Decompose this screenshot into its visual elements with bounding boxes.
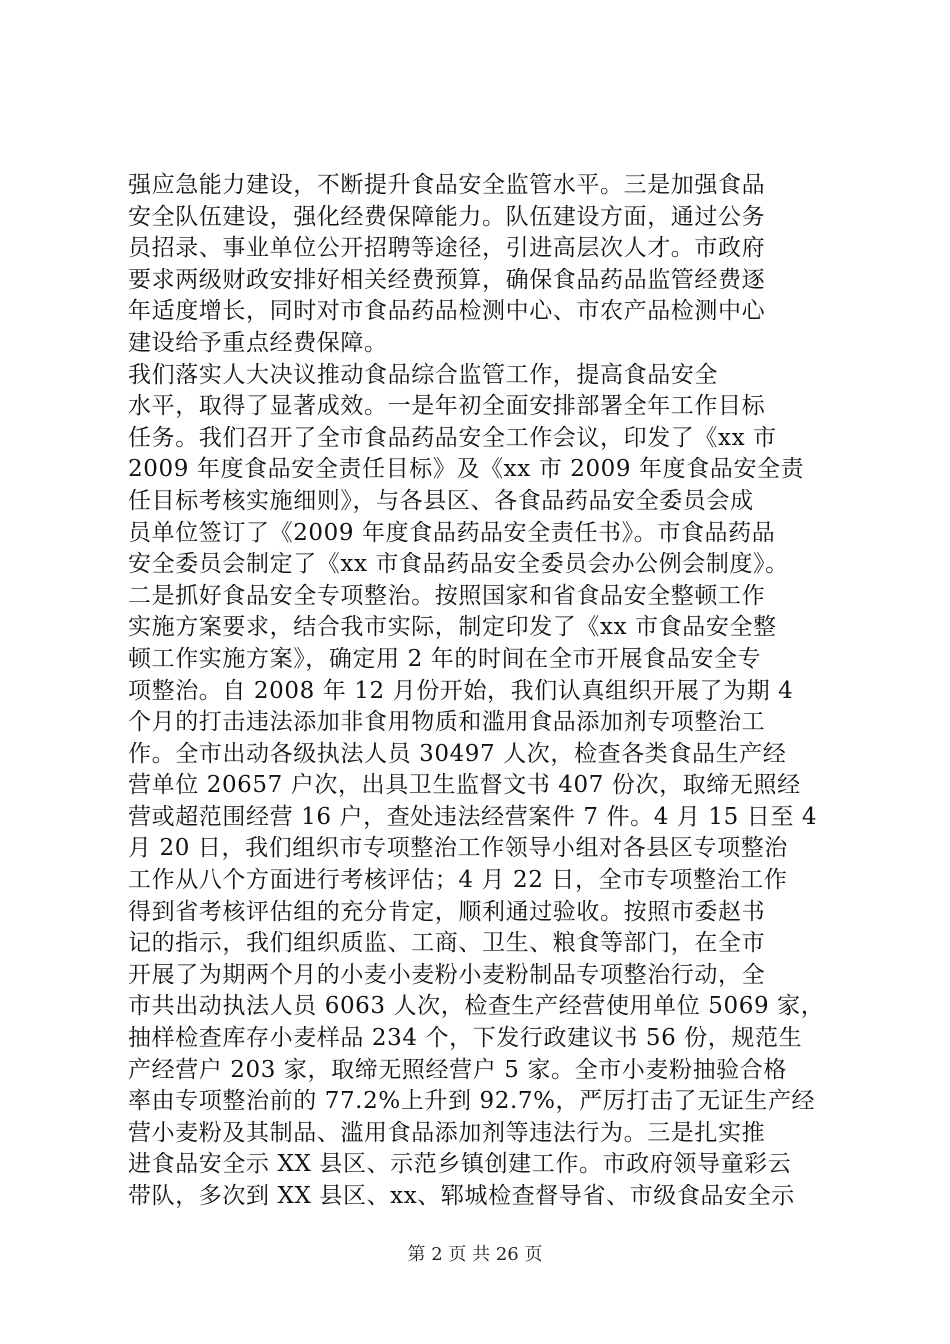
text-line: 强应急能力建设，不断提升食品安全监管水平。三是加强食品 [128,172,766,198]
text-line: 市共出动执法人员 6063 人次，检查生产经营使用单位 5069 家， [128,993,825,1020]
text-line: 员招录、事业单位公开招聘等途径，引进高层次人才。市政府 [128,235,766,262]
text-line: 抽样检查库存小麦样品 234 个，下发行政建议书 56 份，规范生 [128,1025,803,1052]
text-line: 个月的打击违法添加非食用物质和滥用食品添加剂专项整治工 [128,709,766,736]
text-line: 工作从八个方面进行考核评估；4 月 22 日，全市专项整治工作 [128,867,788,894]
text-line: 产经营户 203 家，取缔无照经营户 5 家。全市小麦粉抽验合格 [128,1056,787,1083]
text-line: 水平，取得了显著成效。一是年初全面安排部署全年工作目标 [128,393,766,420]
text-line: 2009 年度食品安全责任目标》及《xx 市 2009 年度食品安全责 [128,456,805,483]
text-line: 建设给予重点经费保障。 [128,329,388,356]
document-body [128,170,828,1213]
text-line: 月 20 日，我们组织市专项整治工作领导小组对各县区专项整治 [128,835,788,862]
text-line: 营单位 20657 户次，出具卫生监督文书 407 份次，取缔无照经 [128,772,801,799]
text-line: 开展了为期两个月的小麦小麦粉小麦粉制品专项整治行动，全 [128,961,766,988]
text-line: 得到省考核评估组的充分肯定，顺利通过验收。按照市委赵书 [128,898,766,925]
text-line: 进食品安全示 XX 县区、示范乡镇创建工作。市政府领导童彩云 [128,1151,792,1178]
text-line: 营小麦粉及其制品、滥用食品添加剂等违法行为。三是扎实推 [128,1119,766,1146]
text-line: 二是抓好食品安全专项整治。按照国家和省食品安全整顿工作 [128,582,766,609]
text-line: 安全委员会制定了《xx 市食品药品安全委员会办公例会制度》。 [128,551,789,578]
text-line: 年适度增长，同时对市食品药品检测中心、市农产品检测中心 [128,298,766,325]
text-line: 带队，多次到 XX 县区、xx、郓城检查督导省、市级食品安全示 [128,1183,795,1209]
text-line: 我们落实人大决议推动食品综合监管工作，提高食品安全 [128,361,718,388]
text-line: 营或超范围经营 16 户，查处违法经营案件 7 件。4 月 15 日至 4 [128,803,818,830]
text-line: 作。全市出动各级执法人员 30497 人次，检查各类食品生产经 [128,740,787,767]
text-line: 安全队伍建设，强化经费保障能力。队伍建设方面，通过公务 [128,203,766,230]
page-footer: 第 2 页 共 26 页 [407,1244,543,1265]
text-line: 项整治。自 2008 年 12 月份开始，我们认真组织开展了为期 4 [128,677,794,704]
text-line: 实施方案要求，结合我市实际，制定印发了《xx 市食品安全整 [128,614,777,641]
text-line: 率由专项整治前的 77.2%上升到 92.7%，严厉打击了无证生产经 [128,1088,816,1115]
text-line: 要求两级财政安排好相关经费预算，确保食品药品监管经费逐 [128,266,766,293]
text-line: 顿工作实施方案》，确定用 2 年的时间在全市开展食品安全专 [128,645,762,672]
text-line: 任务。我们召开了全市食品药品安全工作会议，印发了《xx 市 [128,424,777,451]
text-line: 任目标考核实施细则》，与各县区、各食品药品安全委员会成 [128,487,754,514]
text-line: 员单位签订了《2009 年度食品药品安全责任书》。市食品药品 [128,519,776,546]
text-line: 记的指示，我们组织质监、工商、卫生、粮食等部门，在全市 [128,930,766,957]
